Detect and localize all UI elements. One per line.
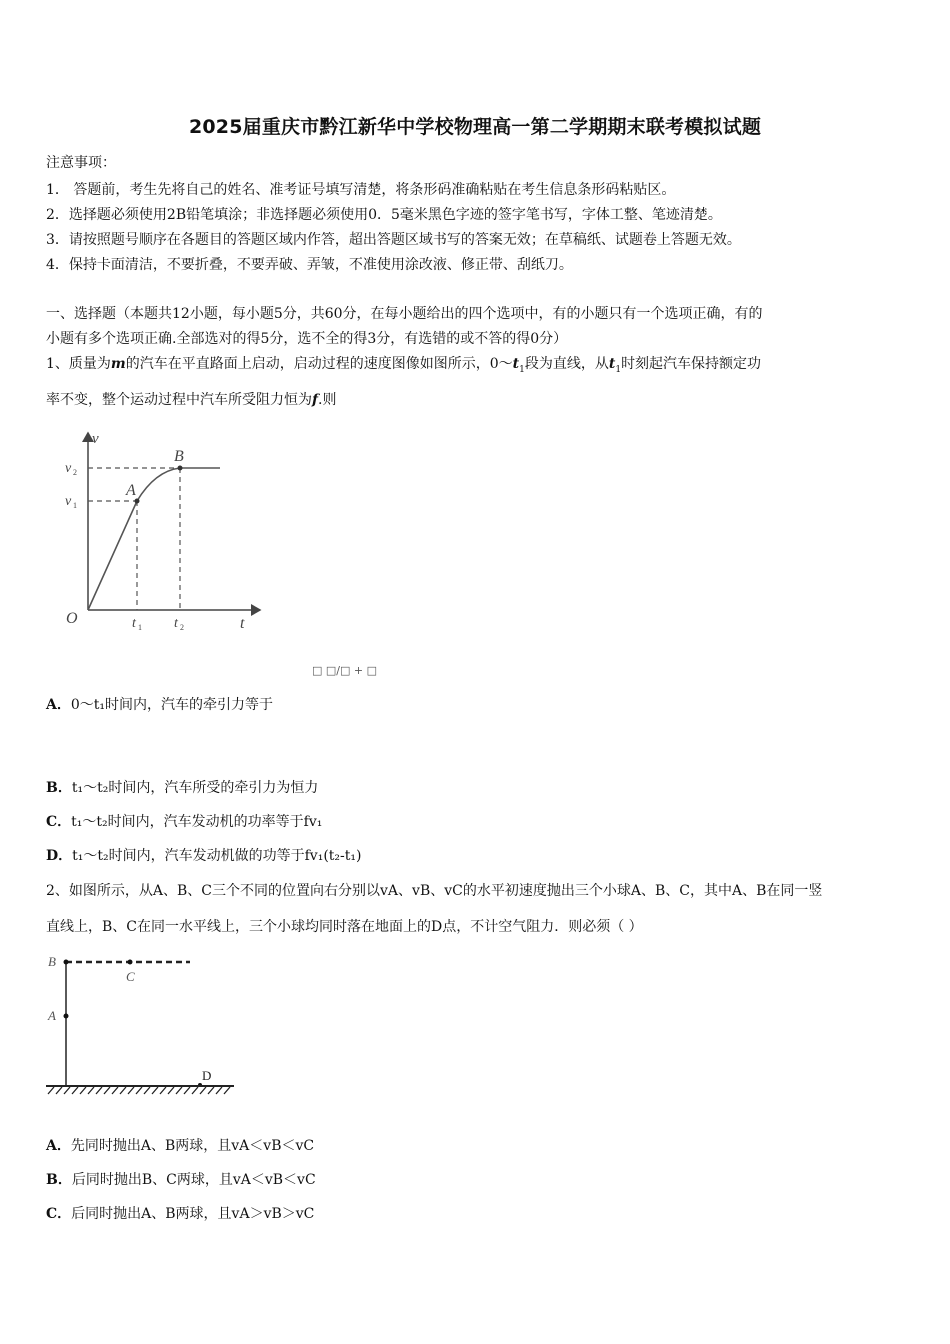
- notice-heading: 注意事项：: [46, 155, 116, 171]
- q1-stem-line2: [46, 389, 336, 409]
- t2-sub: 2: [180, 623, 184, 632]
- option-text: t₁～t₂时间内，汽车发动机的功率等于fv₁: [71, 814, 323, 830]
- label-c: C: [126, 969, 135, 984]
- page-title: 2025届重庆市黔江新华中学校物理高一第二学期期末联考模拟试题: [188, 116, 762, 138]
- q2-stem-line1: 2、如图所示，从A、B、C三个不同的位置向右分别以vA、vB、vC的水平初速度抛出三个小球A、B、C，其中A、B在同一竖: [46, 883, 823, 899]
- q1-stem-line1: [46, 353, 761, 375]
- q1-stem-text: 的汽车在平直路面上启动，启动过程的速度图像如图所示，0～: [125, 356, 513, 372]
- option-text: 后同时抛出A、B两球，且vA＞vB＞vC: [71, 1206, 315, 1222]
- notice-item-1: 1． 答题前，考生先将自己的姓名、准考证号填写清楚，将条形码准确粘贴在考生信息条形码粘贴区。: [46, 182, 676, 198]
- v-axis-label: v: [92, 431, 99, 447]
- option-letter: B．: [46, 1172, 72, 1188]
- q1-stem-text: 1、质量为: [46, 356, 111, 372]
- q1-velocity-time-graph: [60, 425, 270, 640]
- ball-a: [64, 1014, 69, 1019]
- v2-sub: 2: [73, 468, 77, 477]
- option-text: 先同时抛出A、B两球，且vA＜vB＜vC: [70, 1138, 315, 1154]
- q2-option-b[interactable]: [46, 1169, 316, 1189]
- q1-option-b[interactable]: [46, 777, 318, 797]
- q1-stem-text: 段为直线，从: [524, 356, 609, 372]
- point-a-label: A: [126, 482, 136, 499]
- q1-formula-image: □ □/□ + □: [312, 664, 377, 677]
- q1-f-symbol: f: [312, 392, 319, 408]
- label-a: A: [48, 1008, 56, 1023]
- option-text: t₁～t₂时间内，汽车发动机做的功等于fv₁(t₂-t₁): [72, 848, 362, 864]
- q1-stem-text: .则: [318, 392, 337, 408]
- option-text: t₁～t₂时间内，汽车所受的牵引力为恒力: [71, 780, 319, 796]
- ball-b: [64, 960, 69, 965]
- option-letter: D．: [46, 848, 73, 864]
- v2-label: v: [65, 461, 72, 476]
- point-b: [178, 466, 183, 471]
- q1-option-c[interactable]: [46, 811, 322, 831]
- option-text: 0～t₁时间内，汽车的牵引力等于: [70, 697, 274, 713]
- q1-mass-symbol: m: [110, 356, 126, 372]
- ground-hatching: [48, 1087, 230, 1094]
- q1-t1-symbol: t: [512, 356, 520, 372]
- q1-t1-sub: 1: [519, 364, 525, 375]
- t-axis-label: t: [240, 615, 245, 632]
- option-letter: C．: [46, 1206, 72, 1222]
- q1-stem-text: 率不变，整个运动过程中汽车所受阻力恒为: [46, 392, 312, 408]
- q2-projectile-figure: [40, 950, 250, 1100]
- option-letter: B．: [46, 780, 72, 796]
- velocity-curve: [88, 468, 220, 610]
- point-b-label: B: [174, 448, 184, 465]
- point-a: [135, 499, 140, 504]
- notice-item-3: 3．请按照题号顺序在各题目的答题区域内作答，超出答题区域书写的答案无效；在草稿纸、试题卷上答题无效。: [46, 232, 741, 248]
- notice-item-4: 4．保持卡面清洁，不要折叠，不要弄破、弄皱，不准使用涂改液、修正带、刮纸刀。: [46, 257, 573, 273]
- q2-option-a[interactable]: [46, 1135, 314, 1155]
- q2-stem-line2: 直线上，B、C在同一水平线上，三个小球均同时落在地面上的D点，不计空气阻力．则必须（ ）: [46, 919, 643, 935]
- t1-label: t: [132, 616, 136, 631]
- option-letter: A．: [46, 1138, 71, 1154]
- q2-option-c[interactable]: [46, 1203, 314, 1223]
- t1-sub: 1: [138, 623, 142, 632]
- section-instructions-line2: 小题有多个选项正确.全部选对的得5分，选不全的得3分，有选错的或不答的得0分）: [46, 331, 568, 347]
- q1-option-d[interactable]: [46, 845, 361, 865]
- q1-option-a[interactable]: [46, 694, 273, 714]
- section-instructions-line1: 一、选择题（本题共12小题，每小题5分，共60分，在每小题给出的四个选项中，有的小题只有一个选项正确，有的: [46, 306, 763, 322]
- t2-label: t: [174, 616, 178, 631]
- notice-item-2: 2．选择题必须使用2B铅笔填涂；非选择题必须使用0．5毫米黑色字迹的签字笔书写，字体工整、笔迹清楚。: [46, 207, 722, 223]
- v1-sub: 1: [73, 501, 77, 510]
- origin-label: O: [66, 610, 78, 627]
- label-b: B: [48, 954, 56, 969]
- ball-c: [128, 960, 133, 965]
- v1-label: v: [65, 494, 72, 509]
- option-letter: C．: [46, 814, 72, 830]
- label-d: D: [202, 1068, 212, 1083]
- q1-t1-symbol: t: [608, 356, 616, 372]
- q1-stem-text: 时刻起汽车保持额定功: [621, 356, 762, 372]
- option-letter: A．: [46, 697, 71, 713]
- option-text: 后同时抛出B、C两球，且vA＜vB＜vC: [71, 1172, 316, 1188]
- q1-t1-sub: 1: [615, 364, 622, 375]
